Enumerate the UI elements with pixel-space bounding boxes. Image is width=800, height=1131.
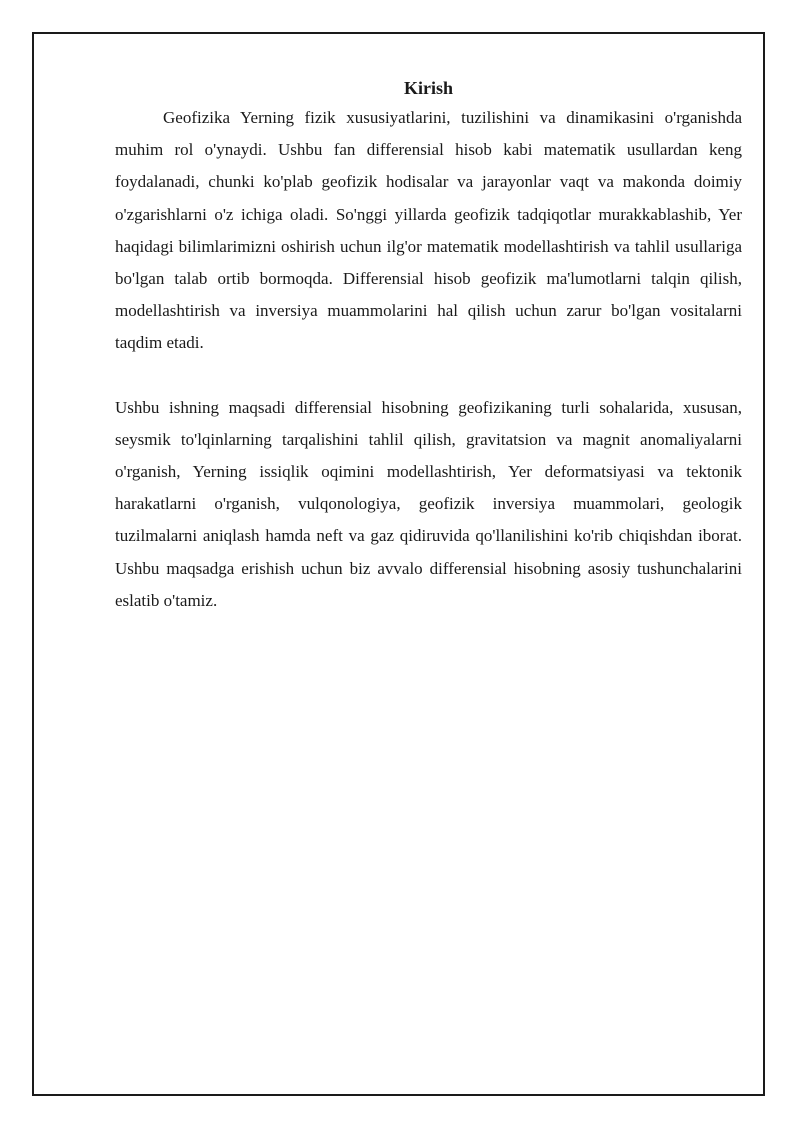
paragraph-spacer <box>115 360 742 392</box>
paragraph-intro: Geofizika Yerning fizik xususiyatlarini, tuzilishini va dinamikasini o'rganishda muhim rol o'ynaydi. Ushbu fan differensial hisob kabi matematik usullardan keng foydalanadi, chunki ko'plab geofizik hodisalar va jarayonlar vaqt va makonda doimiy o'zgarishlarni o'z ichiga oladi. So'nggi yillarda geofizik tadqiqotlar murakkablashib, Yer haqidagi bilimlarimizni oshirish uchun ilg'or matematik modellashtirish va tahlil usullariga bo'lgan talab ortib bormoqda. Differensial hisob geofizik ma'lumotlarni talqin qilish, modellashtirish va inversiya muammolarini hal qilish uchun zarur bo'lgan vositalarni taqdim etadi. <box>115 108 742 353</box>
document-body <box>115 74 742 617</box>
paragraph-goal: Ushbu ishning maqsadi differensial hisobning geofizikaning turli sohalarida, xususan, seysmik to'lqinlarning tarqalishini tahlil qilish, gravitatsion va magnit anomaliyalarni o'rganish, Yerning issiqlik oqimini modellashtirish, Yer deformatsiyasi va tektonik harakatlarni o'rganish, vulqonologiya, geofizik inversiya muammolari, geologik tuzilmalarni aniqlash hamda neft va gaz qidiruvida qo'llanilishini ko'rib chiqishdan iborat. Ushbu maqsadga erishish uchun biz avvalo differensial hisobning asosiy tushunchalarini eslatib o'tamiz. <box>115 397 742 610</box>
document-title: Kirish <box>403 78 453 98</box>
